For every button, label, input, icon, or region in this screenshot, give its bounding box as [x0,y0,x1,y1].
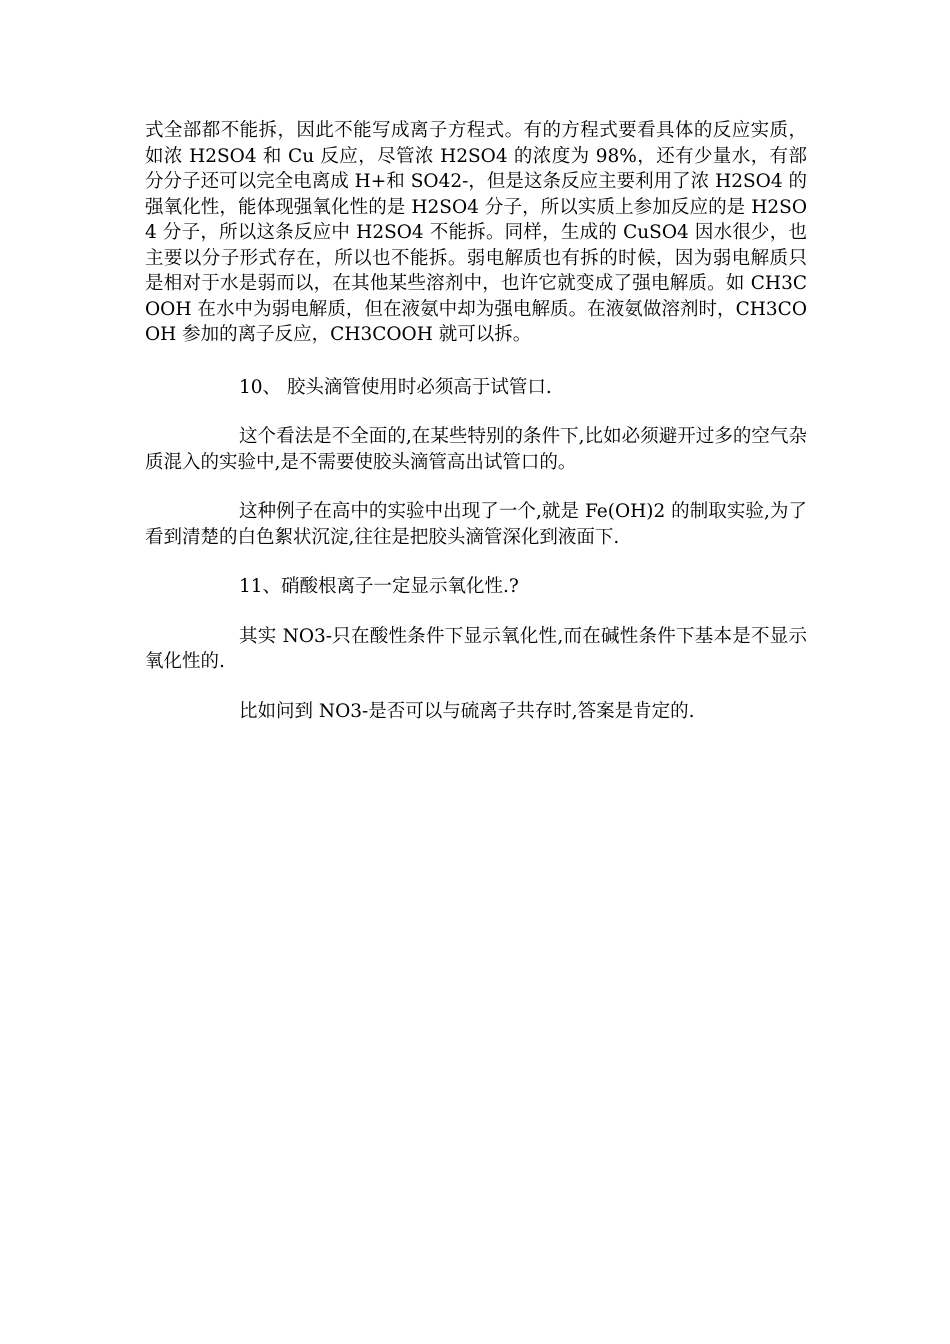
paragraph-ionic-equation: 式全部都不能拆，因此不能写成离子方程式。有的方程式要看具体的反应实质，如浓 H2SO4 和 Cu 反应，尽管浓 H2SO4 的浓度为 98%，还有少量水，有部分分子还可以完全电离成 H+和 SO42-，但是这条反应主要利用了浓 H2SO4 的强氧化性，能体现强氧化性的是 H2SO4 分子，所以实质上参加反应的是 H2SO4 分子，所以这条反应中 H2SO4 不能拆。同样，生成的 CuSO4 因水很少，也主要以分子形式存在，所以也不能拆。弱电解质也有拆的时候，因为弱电解质只是相对于水是弱而以，在其他某些溶剂中，也许它就变成了强电解质。如 CH3COOH 在水中为弱电解质，但在液氨中却为强电解质。在液氨做溶剂时，CH3COOH 参加的离子反应，CH3COOH 就可以拆。 [145,120,807,345]
paragraph-nitrate-explanation: 其实 NO3-只在酸性条件下显示氧化性,而在碱性条件下基本是不显示氧化性的. [145,625,807,672]
paragraph-dropper-example: 这种例子在高中的实验中出现了一个,就是 Fe(OH)2 的制取实验,为了看到清楚的白色絮状沉淀,往往是把胶头滴管深化到液面下. [145,501,807,548]
paragraph-nitrate-example: 比如问到 NO3-是否可以与硫离子共存时,答案是肯定的. [239,700,695,722]
document-body [145,118,807,748]
heading-item-11: 11、硝酸根离子一定显示氧化性.? [239,576,519,597]
paragraph-dropper-explanation: 这个看法是不全面的,在某些特别的条件下,比如必须避开过多的空气杂质混入的实验中,是不需要使胶头滴管高出试管口的。 [145,426,807,473]
heading-item-10: 10、 胶头滴管使用时必须高于试管口. [239,376,552,398]
